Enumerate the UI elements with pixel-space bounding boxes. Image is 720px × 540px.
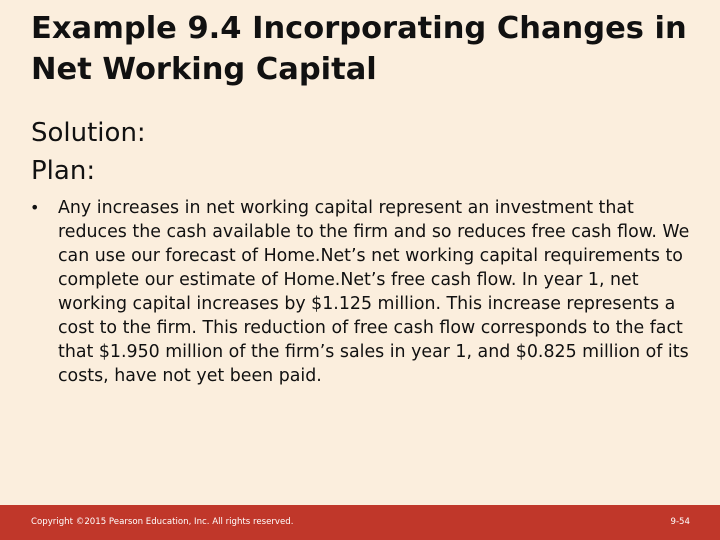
footer-bar: [0, 505, 720, 540]
bullet-item: [30, 196, 690, 388]
solution-heading: Solution:: [31, 118, 146, 148]
bullet-text: Any increases in net working capital represent an investment that reduces the cash available to the firm and so reduces free cash flow. We can use our forecast of Home.Net’s net working capital requirements to complete our estimate of Home.Net’s free cash flow. In year 1, net working capital increases by $1.125 million. This increase represents a cost to the firm. This reduction of free cash flow corresponds to the fact that $1.950 million of the firm’s sales in year 1, and $0.825 million of its costs, have not yet been paid.: [58, 198, 690, 386]
plan-heading: Plan:: [31, 156, 96, 186]
bullet-list: [30, 196, 690, 388]
bullet-marker: •: [30, 198, 40, 217]
copyright-text: Copyright ©2015 Pearson Education, Inc. All rights reserved.: [31, 517, 294, 527]
slide-title: Example 9.4 Incorporating Changes in Net Working Capital: [31, 11, 687, 87]
page-number: 9-54: [670, 517, 690, 527]
